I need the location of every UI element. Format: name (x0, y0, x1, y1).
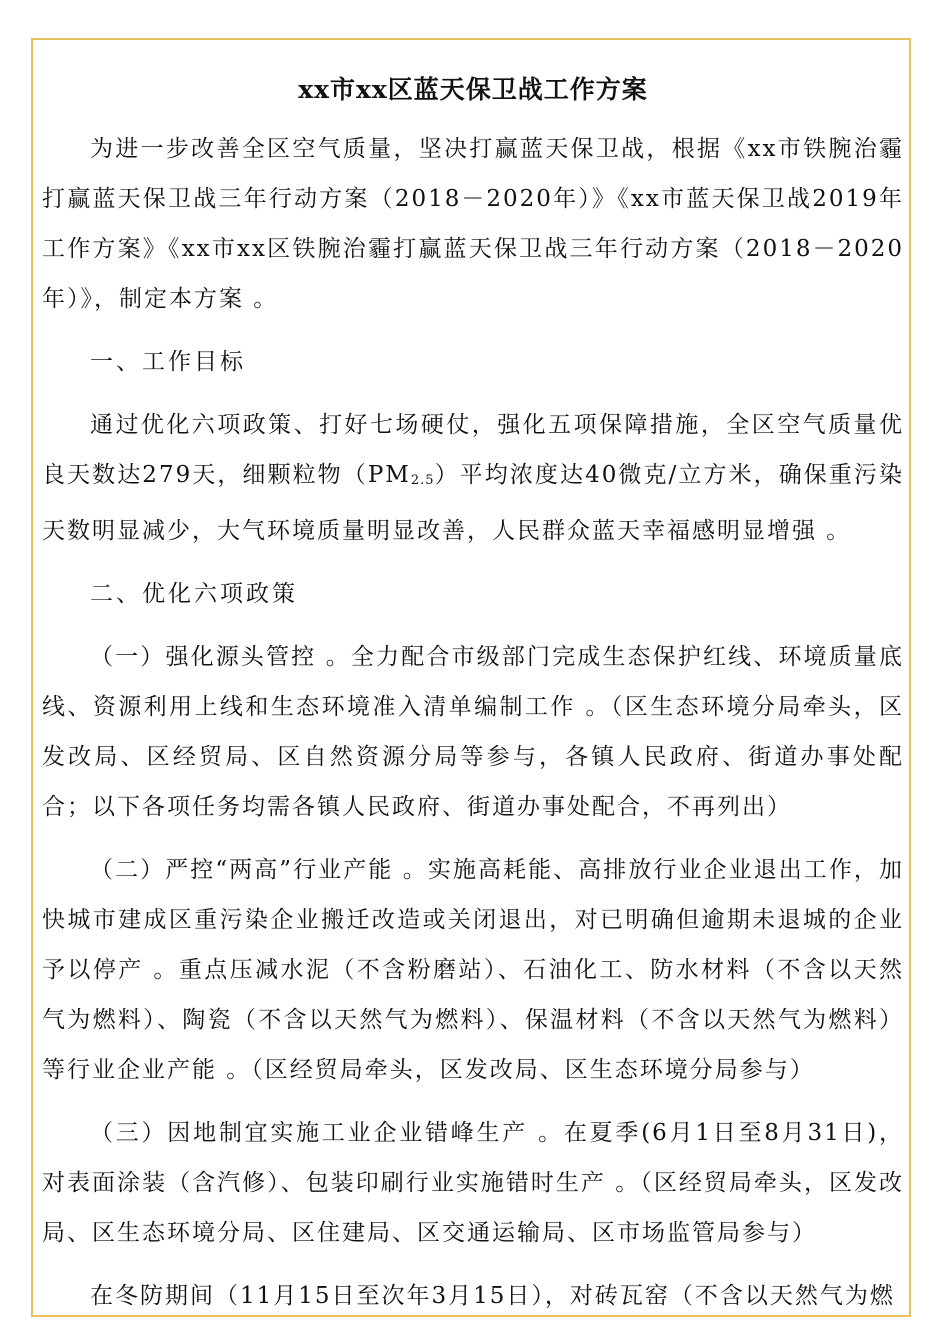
policy-item-2: （二）严控“两高”行业产能 。实施高耗能、高排放行业企业退出工作，加快城市建成区重污染企业搬迁改造或关闭退出，对已明确但逾期未退城的企业予以停产 。重点压减水泥（不含粉磨站）、石油化工、防水材料（不含以天然气为燃料）、陶瓷（不含以天然气为燃料）、保温材料（不含以天然气为燃料）等行业企业产能 。（区经贸局牵头，区发改局、区生态环境分局参与） (42, 857, 904, 1083)
pm-subscript: 2.5 (410, 473, 435, 488)
goals-text-part-b: ）平均浓度达40微克/立方米，确保重污染天数明显减少，大气环境质量明显改善，人民群众蓝天幸福感明显增强 。 (42, 462, 904, 544)
policy-item-3: （三）因地制宜实施工业企业错峰生产 。在夏季(6月1日至8月31日)，对表面涂装（含汽修）、包装印刷行业实施错时生产 。（区经贸局牵头，区发改局、区生态环境分局、区住建局、区交通运输局、区市场监管局参与） (42, 1120, 904, 1246)
section-heading-goals: 一、工作目标 (90, 349, 246, 375)
policy-item-1: （一）强化源头管控 。全力配合市级部门完成生态保护红线、环境质量底线、资源利用上线和生态环境准入清单编制工作 。（区生态环境分局牵头，区发改局、区经贸局、区自然资源分局等参与，各镇人民政府、街道办事处配合；以下各项任务均需各镇人民政府、街道办事处配合，不再列出） (42, 644, 904, 820)
page-frame (31, 38, 911, 1317)
goals-text-part-a: 通过优化六项政策、打好七场硬仗，强化五项保障措施，全区空气质量优良天数达279天，细颗粒物（PM (42, 412, 904, 488)
document-body (42, 70, 904, 1317)
document-title: xx市xx区蓝天保卫战工作方案 (298, 75, 648, 104)
intro-paragraph: 为进一步改善全区空气质量，坚决打赢蓝天保卫战，根据《xx市铁腕治霾打赢蓝天保卫战三年行动方案（2018－2020年）》《xx市蓝天保卫战2019年工作方案》《xx市xx区铁腕治霾打赢蓝天保卫战三年行动方案（2018－2020年）》，制定本方案 。 (42, 136, 904, 312)
policy-item-3-winter: 在冬防期间（11月15日至次年3月15日），对砖瓦窑（不含以天然气为燃 (90, 1283, 895, 1309)
section-heading-policies: 二、优化六项政策 (90, 581, 298, 607)
goals-paragraph (42, 400, 904, 556)
